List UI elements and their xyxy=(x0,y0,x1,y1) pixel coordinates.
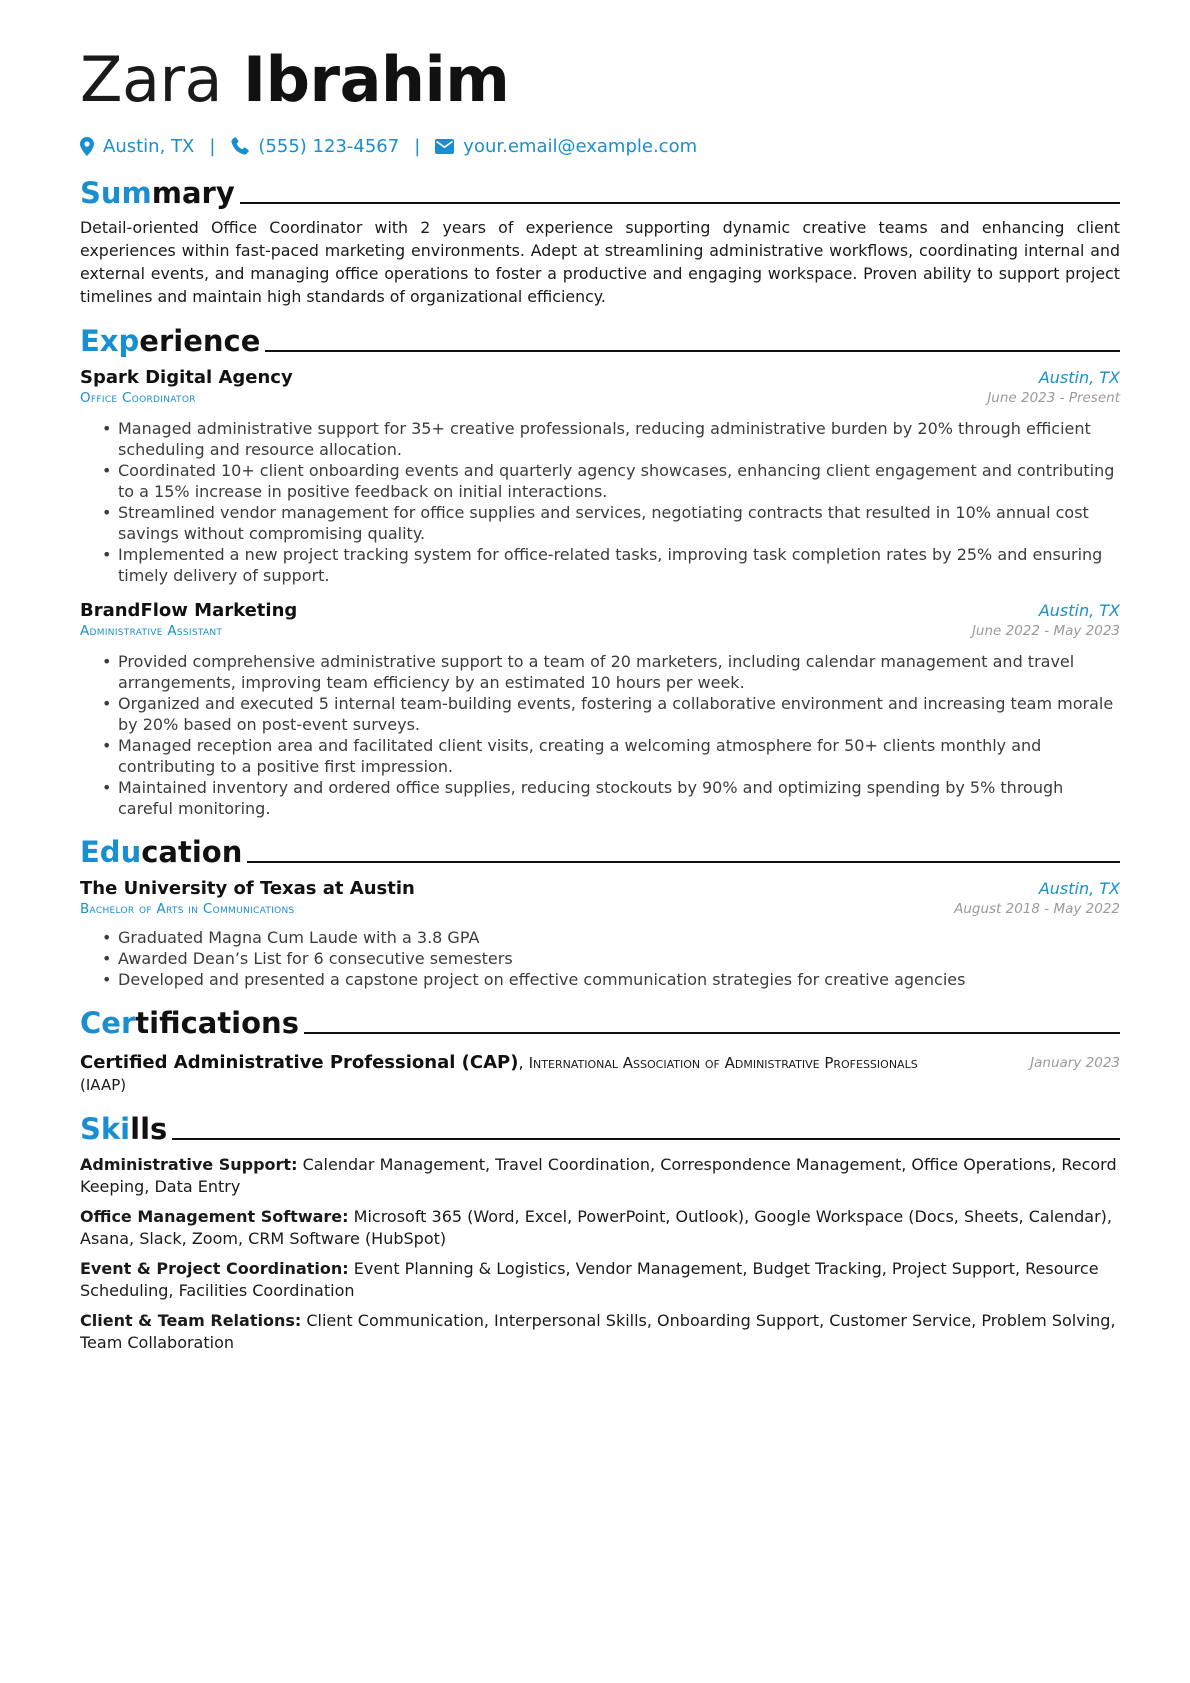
school-location: Austin, TX xyxy=(1038,879,1120,898)
company-name: BrandFlow Marketing xyxy=(80,600,298,621)
first-name: Zara xyxy=(80,43,222,116)
education-bullets xyxy=(80,927,1120,990)
education-heading xyxy=(80,829,1120,869)
job-location: Austin, TX xyxy=(1038,601,1120,620)
degree: Bachelor of Arts in Communications xyxy=(80,901,295,917)
skill-group xyxy=(80,1258,1120,1302)
job-dates: June 2022 - May 2023 xyxy=(971,623,1120,639)
summary-text: Detail-oriented Office Coordinator with 2 years of experience supporting dynamic creative teams and enhancing client experiences within fast-paced marketing environments. Adept at streamlining administrative workflows, coordinating internal and external events, and managing office operations to foster a productive and engaging workspace. Proven ability to support project timelines and maintain high standards of organizational efficiency. xyxy=(80,218,1120,306)
job-dates: June 2023 - Present xyxy=(987,390,1120,406)
candidate-name xyxy=(80,40,1120,120)
skill-items: Microsoft 365 (Word, Excel, PowerPoint, Outlook), Google Workspace (Docs, Sheets, Calendar), Asana, Slack, Zoom, CRM Software (HubSpot) xyxy=(80,1207,1112,1248)
skill-group xyxy=(80,1206,1120,1250)
bullet-item: • Organized and executed 5 internal team-building events, fostering a collaborative environment and increasing team morale by 20% based on post-event surveys. xyxy=(80,693,1120,735)
section-title: Experience xyxy=(80,324,261,358)
skills-heading xyxy=(80,1106,1120,1146)
bullet-item: • Maintained inventory and ordered office supplies, reducing stockouts by 90% and optimizing spending by 5% through careful monitoring. xyxy=(80,777,1120,819)
section-rule xyxy=(304,1032,1120,1034)
bullet-item: • Managed administrative support for 35+ creative professionals, reducing administrative burden by 20% through efficient scheduling and resource allocation. xyxy=(80,418,1120,460)
bullet-item: • Managed reception area and facilitated client visits, creating a welcoming atmosphere for 50+ clients monthly and contributing to a positive first impression. xyxy=(80,735,1120,777)
skill-items: Calendar Management, Travel Coordination, Correspondence Management, Office Operations, Record Keeping, Data Entry xyxy=(80,1155,1117,1196)
job-title: Office Coordinator xyxy=(80,390,196,406)
email-text: your.email@example.com xyxy=(463,135,698,157)
bullet-item: • Graduated Magna Cum Laude with a 3.8 GPA xyxy=(80,927,1120,948)
envelope-icon xyxy=(435,139,454,154)
section-rule xyxy=(240,202,1120,204)
contact-separator: | xyxy=(209,135,216,157)
contact-email[interactable] xyxy=(435,136,697,157)
summary-heading xyxy=(80,170,1120,210)
contact-phone[interactable] xyxy=(230,136,399,157)
job-bullets xyxy=(80,651,1120,819)
company-name: Spark Digital Agency xyxy=(80,367,293,388)
last-name: Ibrahim xyxy=(243,43,510,116)
section-title: Certifications xyxy=(80,1006,299,1040)
phone-icon xyxy=(230,137,249,156)
contact-line xyxy=(80,132,1120,160)
map-pin-icon xyxy=(80,137,94,156)
school-name: The University of Texas at Austin xyxy=(80,878,415,899)
bullet-item: • Developed and presented a capstone project on effective communication strategies for creative agencies xyxy=(80,969,1120,990)
section-rule xyxy=(247,861,1120,863)
certification-name: Certified Administrative Professional (CAP) xyxy=(80,1052,519,1073)
skill-items: Event Planning & Logistics, Vendor Management, Budget Tracking, Project Support, Resource Scheduling, Facilities Coordination xyxy=(80,1259,1099,1300)
location-text: Austin, TX xyxy=(103,135,195,157)
bullet-item: • Coordinated 10+ client onboarding events and quarterly agency showcases, enhancing client engagement and contributing to a 15% increase in positive feedback on initial interactions. xyxy=(80,460,1120,502)
contact-separator: | xyxy=(414,135,421,157)
job-entry xyxy=(80,600,1120,819)
certification-org: International Association of Administrative Professionals (IAAP) xyxy=(80,1054,918,1094)
job-location: Austin, TX xyxy=(1038,368,1120,387)
section-rule xyxy=(172,1138,1120,1140)
bullet-item: • Implemented a new project tracking system for office-related tasks, improving task completion rates by 25% and ensuring timely delivery of support. xyxy=(80,544,1120,586)
bullet-item: • Streamlined vendor management for office supplies and services, negotiating contracts that resulted in 10% annual cost savings without compromising quality. xyxy=(80,502,1120,544)
job-title: Administrative Assistant xyxy=(80,623,223,639)
skill-label: Administrative Support: xyxy=(80,1155,298,1174)
skill-label: Office Management Software: xyxy=(80,1207,349,1226)
job-bullets xyxy=(80,418,1120,586)
education-entry xyxy=(80,878,1120,990)
resume-content xyxy=(80,40,1120,1354)
certification-entry: Certified Administrative Professional (CAP), International Association of Administrative Professionals (IAAP) January 2023 xyxy=(80,1052,1120,1094)
phone-text: (555) 123-4567 xyxy=(258,135,400,157)
bullet-item: • Provided comprehensive administrative support to a team of 20 marketers, including calendar management and travel arrangements, improving team efficiency by an estimated 10 hours per week. xyxy=(80,651,1120,693)
section-rule xyxy=(265,350,1120,352)
bullet-item: • Awarded Dean’s List for 6 consecutive semesters xyxy=(80,948,1120,969)
education-dates: August 2018 - May 2022 xyxy=(954,901,1120,917)
job-entry xyxy=(80,367,1120,586)
skill-label: Event & Project Coordination: xyxy=(80,1259,349,1278)
contact-location xyxy=(80,136,194,157)
section-title: Education xyxy=(80,835,243,869)
certifications-heading xyxy=(80,1000,1120,1040)
skill-items: Client Communication, Interpersonal Skills, Onboarding Support, Customer Service, Problem Solving, Team Collaboration xyxy=(80,1311,1116,1352)
skill-group xyxy=(80,1310,1120,1354)
section-title: Skills xyxy=(80,1112,168,1146)
skill-group xyxy=(80,1154,1120,1198)
section-title: Summary xyxy=(80,176,235,210)
experience-heading xyxy=(80,318,1120,358)
skill-label: Client & Team Relations: xyxy=(80,1311,302,1330)
certification-date: January 2023 xyxy=(1030,1055,1120,1071)
